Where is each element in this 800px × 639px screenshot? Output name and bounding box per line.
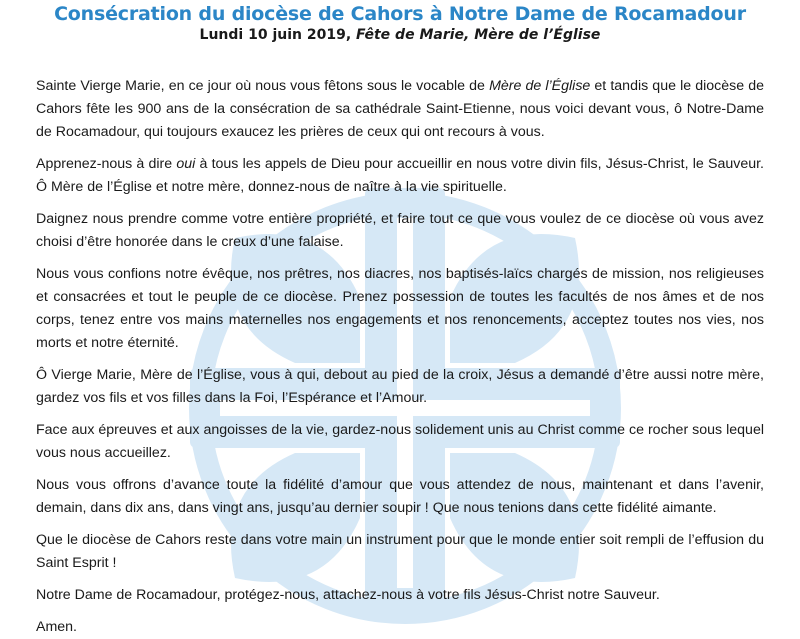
subtitle-feast: Fête de Marie, Mère de l’Église <box>356 27 601 43</box>
paragraph-8: Que le diocèse de Cahors reste dans votre main un instrument pour que le monde entier soit rempli de l’effusion du Saint Esprit ! <box>36 532 764 571</box>
paragraph-2-emphasis: oui <box>176 156 196 172</box>
paragraph-1-emphasis: Mère de l’Église <box>489 78 591 94</box>
paragraph-1-part-a: Sainte Vierge Marie, en ce jour où nous vous fêtons sous le vocable de <box>36 78 490 94</box>
paragraph-4: Nous vous confions notre évêque, nos prêtres, nos diacres, nos baptisés-laïcs chargés de mission, nos religieuses et consacrées et tout le peuple de ce diocèse. Prenez possession de toutes les facultés de nos âmes et de nos corps, tenez entre vos mains maternelles nos engagements et nos renoncements, acceptez toutes nos vies, nos morts et notre éternité. <box>36 266 764 351</box>
paragraph-2 <box>36 153 764 199</box>
paragraph-5: Ô Vierge Marie, Mère de l’Église, vous à qui, debout au pied de la croix, Jésus a demandé d’être aussi notre mère, gardez vos fils et vos filles dans la Foi, l’Espérance et l’Amour. <box>36 367 764 406</box>
prayer-body <box>36 75 764 639</box>
paragraph-1 <box>36 75 764 144</box>
paragraph-3: Daignez nous prendre comme votre entière propriété, et faire tout ce que vous voulez de ce diocèse où vous avez choisi d’être honorée dans le creux d’une falaise. <box>36 211 764 250</box>
paragraph-7: Nous vous offrons d’avance toute la fidélité d’amour que vous attendez de nous, maintenant et dans l’avenir, demain, dans dix ans, dans vingt ans, jusqu’au dernier soupir ! Que nous tenions dans cette fidélité aimante. <box>36 477 764 516</box>
paragraph-1-part-b: et tandis que le diocèse de Cahors fête les 900 ans de la consécration de sa cathédrale Saint-Etienne, nous voici devant vous, ô Notre-Dame de Rocamadour, qui toujours exaucez les prières de ceux qui ont recours à vous. <box>36 78 764 140</box>
document-subtitle <box>36 25 764 45</box>
paragraph-2-part-b: à tous les appels de Dieu pour accueillir en nous votre divin fils, Jésus-Christ, le Sauveur. Ô Mère de l’Église et notre mère, donnez-nous de naître à la vie spirituelle. <box>36 156 764 195</box>
document-title: Consécration du diocèse de Cahors à Notre Dame de Rocamadour <box>54 3 746 25</box>
subtitle-date: Lundi 10 juin 2019, <box>199 27 357 43</box>
paragraph-2-part-a: Apprenez-nous à dire <box>36 156 177 172</box>
paragraph-9: Notre Dame de Rocamadour, protégez-nous, attachez-nous à votre fils Jésus-Christ notre Sauveur. <box>36 587 660 603</box>
paragraph-10-amen: Amen. <box>36 619 78 635</box>
paragraph-6: Face aux épreuves et aux angoisses de la vie, gardez-nous solidement unis au Christ comme ce rocher sous lequel vous nous accueillez. <box>36 422 764 461</box>
